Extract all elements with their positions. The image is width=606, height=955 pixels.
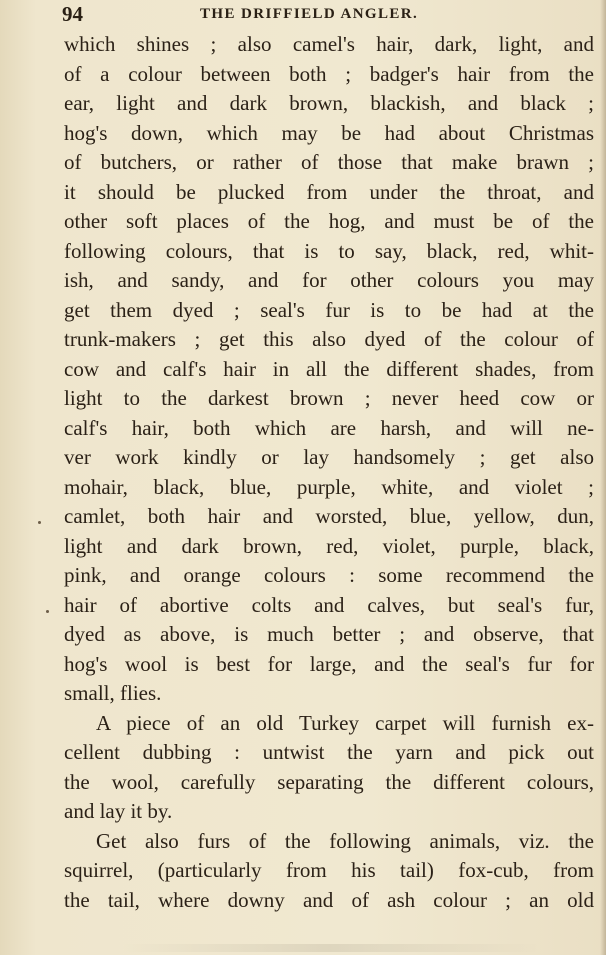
text-line: of butchers, or rather of those that make brawn ; bbox=[64, 150, 594, 174]
text-line: squirrel, (particularly from his tail) fox-cub, from bbox=[64, 858, 594, 882]
text-line: ver work kindly or lay handsomely ; get also bbox=[64, 445, 594, 469]
text-line: camlet, both hair and worsted, blue, yellow, dun, bbox=[64, 504, 594, 528]
text-line: A piece of an old Turkey carpet will furnish ex- bbox=[96, 710, 594, 735]
text-line: which shines ; also camel's hair, dark, light, and bbox=[64, 32, 594, 56]
margin-speck bbox=[38, 521, 41, 524]
text-line: pink, and orange colours : some recommend the bbox=[64, 563, 594, 587]
text-line: and lay it by. bbox=[64, 799, 173, 823]
text-line: following colours, that is to say, black, red, whit- bbox=[64, 238, 594, 263]
page-edge-shadow bbox=[600, 0, 606, 955]
text-line: hair of abortive colts and calves, but seal's fur, bbox=[64, 592, 594, 617]
text-line: it should be plucked from under the throat, and bbox=[64, 179, 594, 204]
text-line: of a colour between both ; badger's hair from the bbox=[64, 61, 594, 86]
text-line: calf's hair, both which are harsh, and will ne- bbox=[64, 415, 594, 440]
text-line: get them dyed ; seal's fur is to be had at the bbox=[64, 297, 594, 322]
page-number: 94 bbox=[62, 2, 83, 26]
body-text bbox=[64, 30, 594, 915]
text-line: Get also furs of the following animals, viz. the bbox=[96, 828, 594, 853]
text-line: light and dark brown, red, violet, purple, black, bbox=[64, 533, 594, 558]
text-line: the wool, carefully separating the different colours, bbox=[64, 769, 594, 794]
paragraph-2 bbox=[64, 709, 594, 827]
page-header bbox=[62, 2, 596, 26]
paragraph-3 bbox=[64, 827, 594, 916]
text-line: ish, and sandy, and for other colours you may bbox=[64, 268, 594, 292]
margin-speck bbox=[46, 610, 49, 613]
running-title: THE DRIFFIELD ANGLER. bbox=[200, 6, 419, 22]
text-line: cellent dubbing : untwist the yarn and pick out bbox=[64, 740, 594, 764]
text-line: hog's down, which may be had about Christmas bbox=[64, 120, 594, 145]
next-page-show-through bbox=[120, 944, 540, 952]
text-line: light to the darkest brown ; never heed cow or bbox=[64, 386, 594, 410]
text-line: mohair, black, blue, purple, white, and violet ; bbox=[64, 474, 594, 499]
text-line: cow and calf's hair in all the different shades, from bbox=[64, 356, 594, 381]
paragraph-1 bbox=[64, 30, 594, 709]
text-line: the tail, where downy and of ash colour ; an old bbox=[64, 887, 594, 912]
text-line: small, flies. bbox=[64, 681, 162, 705]
text-line: dyed as above, is much better ; and observe, that bbox=[64, 622, 594, 646]
text-line: other soft places of the hog, and must be of the bbox=[64, 209, 594, 233]
text-line: hog's wool is best for large, and the seal's fur for bbox=[64, 651, 594, 676]
text-line: trunk-makers ; get this also dyed of the colour of bbox=[64, 327, 594, 351]
text-line: ear, light and dark brown, blackish, and black ; bbox=[64, 91, 594, 115]
